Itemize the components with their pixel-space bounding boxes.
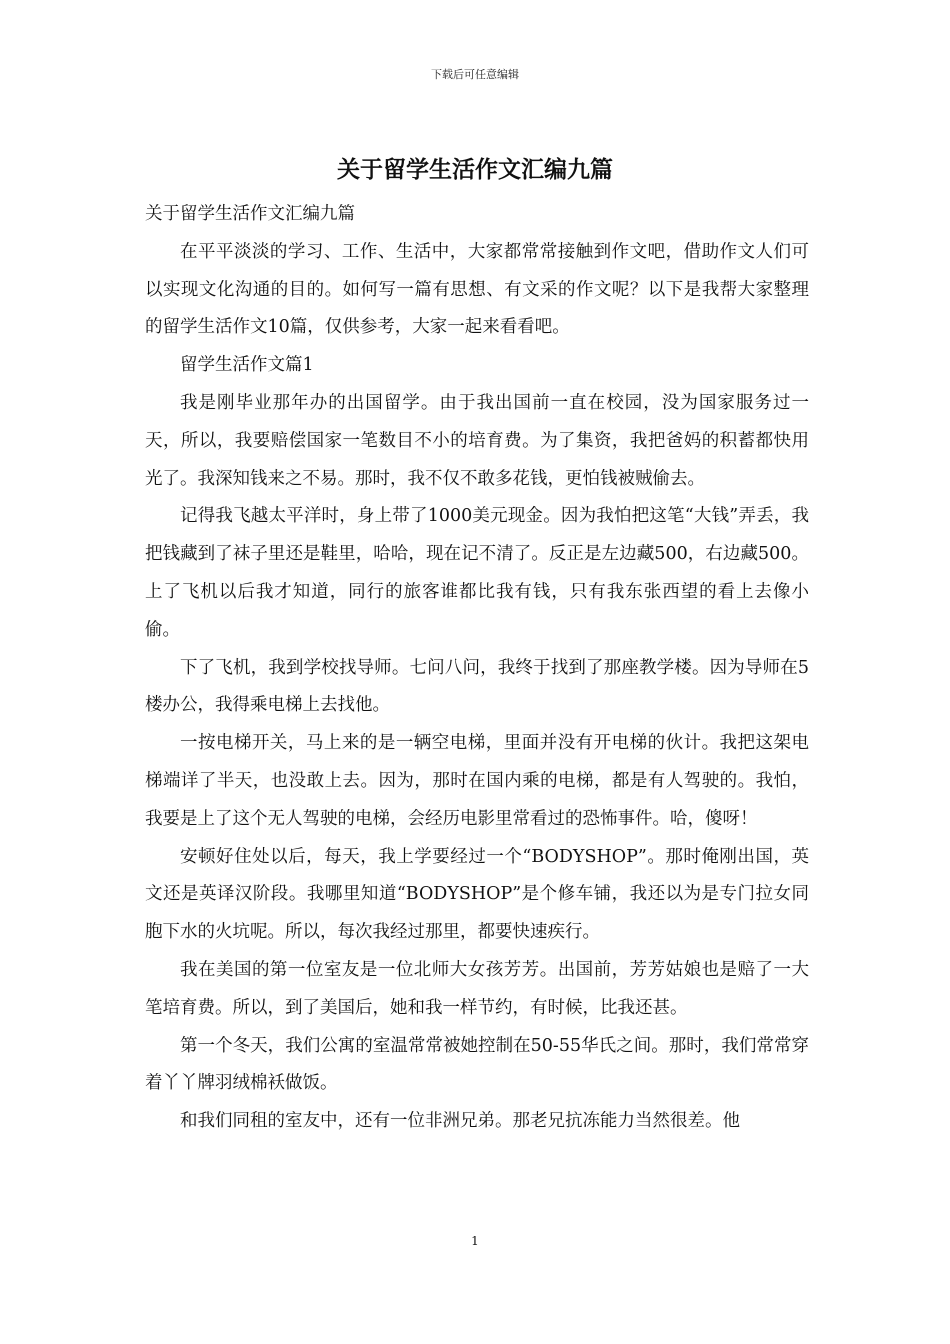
body-paragraph: 我在美国的第一位室友是一位北师大女孩芳芳。出国前，芳芳姑娘也是赔了一大笔培育费。所以，到了美国后，她和我一样节约，有时候，比我还甚。 [145,959,809,1018]
intro-paragraph: 在平平淡淡的学习、工作、生活中，大家都常常接触到作文吧，借助作文人们可以实现文化沟通的目的。如何写一篇有思想、有文采的作文呢？以下是我帮大家整理的留学生活作文10篇，仅供参考，大家一起来看看吧。 [145,241,809,338]
subtitle-paragraph: 关于留学生活作文汇编九篇 [145,204,355,224]
body-paragraph: 记得我飞越太平洋时，身上带了1000美元现金。因为我怕把这笔“大钱”弄丢，我把钱藏到了袜子里还是鞋里，哈哈，现在记不清了。反正是左边藏500，右边藏500。上了飞机以后我才知道，同行的旅客谁都比我有钱，只有我东张西望的看上去像小偷。 [145,506,809,640]
body-paragraph: 和我们同租的室友中，还有一位非洲兄弟。那老兄抗冻能力当然很差。他 [180,1111,740,1132]
document-body [145,196,809,1141]
body-paragraph: 下了飞机，我到学校找导师。七问八问，我终于找到了那座教学楼。因为导师在5楼办公，我得乘电梯上去找他。 [145,657,809,716]
page-header: 下载后可任意编辑 [431,68,519,81]
document-title: 关于留学生活作文汇编九篇 [337,156,613,183]
body-paragraph: 安顿好住处以后，每天，我上学要经过一个“BODYSHOP”。那时俺刚出国，英文还是英译汉阶段。我哪里知道“BODYSHOP”是个修车铺，我还以为是专门拉女同胞下水的火坑呢。所以，每次我经过那里，都要快速疾行。 [145,846,809,943]
body-paragraph: 第一个冬天，我们公寓的室温常常被她控制在50-55华氏之间。那时，我们常常穿着丫丫牌羽绒棉袄做饭。 [145,1035,809,1094]
body-paragraph: 一按电梯开关，马上来的是一辆空电梯，里面并没有开电梯的伙计。我把这架电梯端详了半天，也没敢上去。因为，那时在国内乘的电梯，都是有人驾驶的。我怕，我要是上了这个无人驾驶的电梯，会经历电影里常看过的恐怖事件。哈，傻呀！ [145,733,809,829]
body-paragraph: 我是刚毕业那年办的出国留学。由于我出国前一直在校园，没为国家服务过一天，所以，我要赔偿国家一笔数目不小的培育费。为了集资，我把爸妈的积蓄都快用光了。我深知钱来之不易。那时，我不仅不敢多花钱，更怕钱被贼偷去。 [145,392,809,489]
section-heading: 留学生活作文篇1 [180,355,314,376]
page-number: 1 [471,1234,479,1248]
